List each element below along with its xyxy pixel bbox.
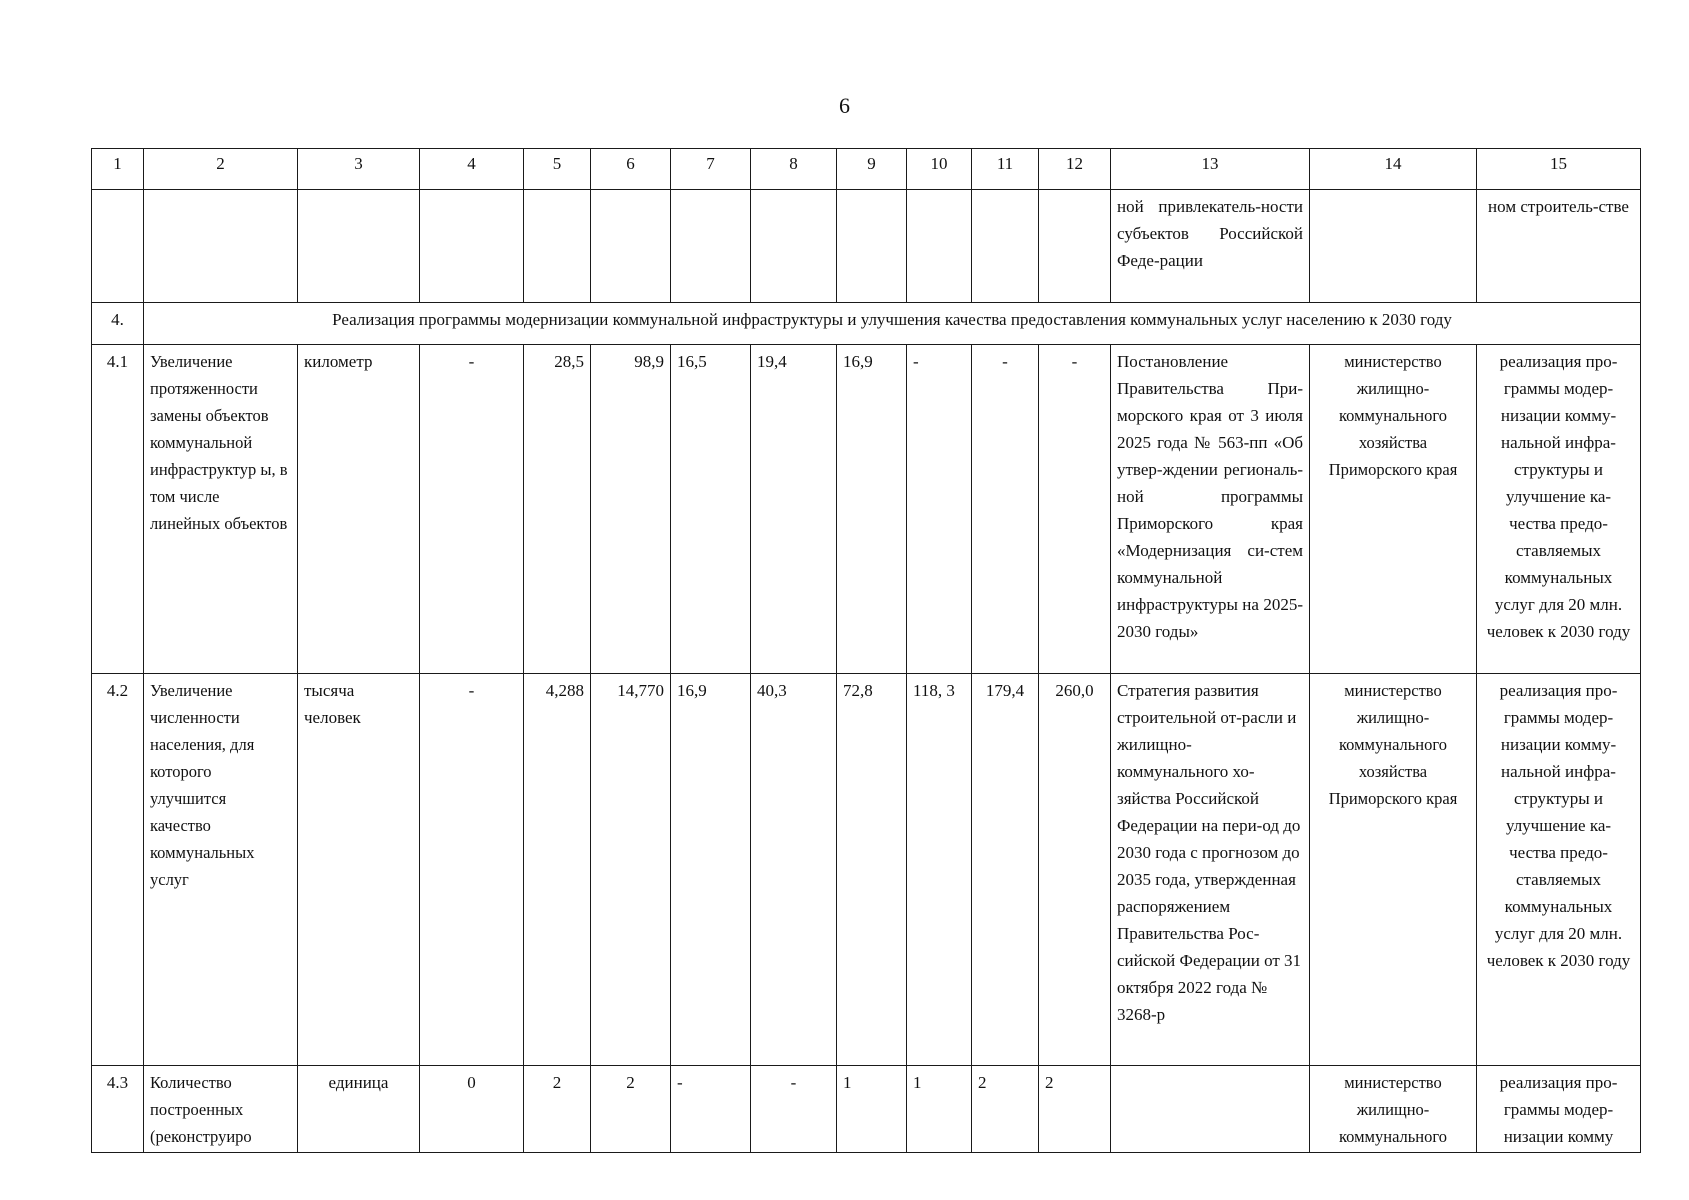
table-cell xyxy=(524,190,591,303)
table-cell xyxy=(144,190,298,303)
value-cell: 72,8 xyxy=(837,674,907,1066)
value-cell: 0 xyxy=(420,1066,524,1153)
value-cell: 16,5 xyxy=(671,345,751,674)
value-cell: 1 xyxy=(907,1066,972,1153)
column-header: 14 xyxy=(1310,149,1477,190)
value-cell: 16,9 xyxy=(837,345,907,674)
value-cell: 2 xyxy=(524,1066,591,1153)
column-header: 2 xyxy=(144,149,298,190)
column-header: 5 xyxy=(524,149,591,190)
table-row xyxy=(92,345,1641,674)
column-header: 3 xyxy=(298,149,420,190)
row-number: 4.1 xyxy=(92,345,144,674)
value-cell: - xyxy=(671,1066,751,1153)
responsible-cell: министерство жилищно-коммунального xyxy=(1310,1066,1477,1153)
value-cell: 19,4 xyxy=(751,345,837,674)
document-cell: ной привлекатель-ности субъектов Российской Феде-рации xyxy=(1111,190,1310,303)
unit-cell: единица xyxy=(298,1066,420,1153)
value-cell: 118, 3 xyxy=(907,674,972,1066)
column-header: 11 xyxy=(972,149,1039,190)
section-row xyxy=(92,303,1641,345)
value-cell: - xyxy=(972,345,1039,674)
value-cell: 2 xyxy=(591,1066,671,1153)
document-cell: Стратегия развития строительной от-расли и жилищно-коммунального хо-зяйства Российской Федерации на пери-од до 2030 года с прогнозом до 2035 года, утвержденная распоряжением Правительства Рос-сийской Федерации от 31 октября 2022 года № 3268-р xyxy=(1111,674,1310,1066)
column-header: 9 xyxy=(837,149,907,190)
responsible-cell: министерство жилищно-коммунального хозяйства Приморского края xyxy=(1310,345,1477,674)
section-title: Реализация программы модернизации коммунальной инфраструктуры и улучшения качества предоставления коммунальных услуг населению к 2030 году xyxy=(144,303,1641,345)
table-row-continued xyxy=(92,190,1641,303)
value-cell: 40,3 xyxy=(751,674,837,1066)
table-cell xyxy=(92,190,144,303)
value-cell: 179,4 xyxy=(972,674,1039,1066)
column-header: 7 xyxy=(671,149,751,190)
column-header: 15 xyxy=(1477,149,1641,190)
row-number: 4.3 xyxy=(92,1066,144,1153)
table-cell xyxy=(751,190,837,303)
value-cell: 2 xyxy=(1039,1066,1111,1153)
column-header: 1 xyxy=(92,149,144,190)
table-row xyxy=(92,674,1641,1066)
column-header: 12 xyxy=(1039,149,1111,190)
table-row xyxy=(92,1066,1641,1153)
table-cell xyxy=(591,190,671,303)
table-cell xyxy=(1039,190,1111,303)
result-cell: реализация про-граммы модер-низации комму-нальной инфра-структуры и улучшение ка-чества предо-ставляемых коммунальных услуг для 20 млн. человек к 2030 году xyxy=(1477,345,1641,674)
page-number: 6 xyxy=(839,93,850,118)
row-number: 4.2 xyxy=(92,674,144,1066)
value-cell: - xyxy=(1039,345,1111,674)
value-cell: 2 xyxy=(972,1066,1039,1153)
value-cell: 1 xyxy=(837,1066,907,1153)
value-cell: - xyxy=(751,1066,837,1153)
column-number-row xyxy=(92,149,1641,190)
value-cell: 4,288 xyxy=(524,674,591,1066)
section-number: 4. xyxy=(92,303,144,345)
value-cell: 98,9 xyxy=(591,345,671,674)
value-cell: 260,0 xyxy=(1039,674,1111,1066)
table-cell xyxy=(1310,190,1477,303)
table-cell xyxy=(671,190,751,303)
result-cell: ном строитель-стве xyxy=(1477,190,1641,303)
table-cell xyxy=(420,190,524,303)
indicator-cell: Увеличение численности населения, для которого улучшится качество коммунальных услуг xyxy=(144,674,298,1066)
table-cell xyxy=(972,190,1039,303)
indicator-cell: Количество построенных (реконструиро xyxy=(144,1066,298,1153)
column-header: 13 xyxy=(1111,149,1310,190)
unit-cell: километр xyxy=(298,345,420,674)
result-cell: реализация про-граммы модер-низации комму-нальной инфра-структуры и улучшение ка-чества предо-ставляемых коммунальных услуг для 20 млн. человек к 2030 году xyxy=(1477,674,1641,1066)
column-header: 6 xyxy=(591,149,671,190)
value-cell: - xyxy=(420,674,524,1066)
value-cell: 16,9 xyxy=(671,674,751,1066)
indicator-cell: Увеличение протяженности замены объектов коммунальной инфраструктур ы, в том числе линейных объектов xyxy=(144,345,298,674)
table-cell xyxy=(907,190,972,303)
document-cell: Постановление Правительства При-морского края от 3 июля 2025 года № 563-пп «Об утвер-ждении региональ-ной программы Приморского края «Модернизация си-стем коммунальной инфраструктуры на 2025-2030 годы» xyxy=(1111,345,1310,674)
value-cell: 28,5 xyxy=(524,345,591,674)
value-cell: 14,770 xyxy=(591,674,671,1066)
document-cell xyxy=(1111,1066,1310,1153)
column-header: 4 xyxy=(420,149,524,190)
result-cell: реализация про-граммы модер-низации комму xyxy=(1477,1066,1641,1153)
column-header: 8 xyxy=(751,149,837,190)
column-header: 10 xyxy=(907,149,972,190)
value-cell: - xyxy=(907,345,972,674)
table-cell xyxy=(837,190,907,303)
unit-cell: тысяча человек xyxy=(298,674,420,1066)
indicators-table xyxy=(91,148,1641,1153)
value-cell: - xyxy=(420,345,524,674)
responsible-cell: министерство жилищно-коммунального хозяйства Приморского края xyxy=(1310,674,1477,1066)
table-cell xyxy=(298,190,420,303)
